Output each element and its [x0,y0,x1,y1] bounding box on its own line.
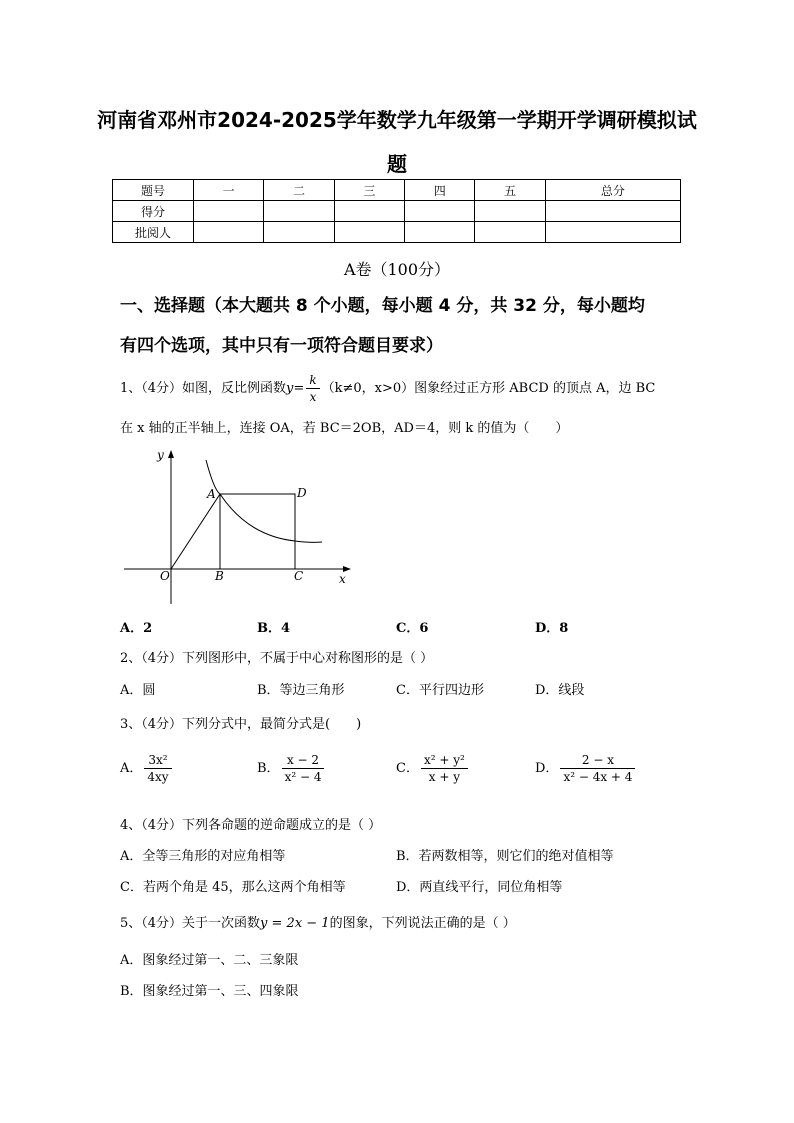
q5-option-a[interactable]: A．图象经过第一、二、三象限 [120,953,299,968]
q3-option-b-label: B． [257,761,280,776]
q1-frac-num: k [306,372,319,389]
q5-stem-after: 的图象，下列说法正确的是（ ） [329,916,516,931]
q1-option-a[interactable]: A．2 [120,621,153,636]
q3-option-d-fraction [560,752,635,785]
q1-figure [118,440,358,610]
q3-option-a-label: A． [120,761,143,776]
q5-stem-before: 5、（4分）关于一次函数 [120,916,261,931]
q3-option-a-fraction [144,752,171,785]
q3-option-b-num: x − 2 [282,752,325,769]
q3-option-b[interactable] [257,752,326,785]
reviewer-cell[interactable] [405,222,475,243]
q2-stem: 2、（4分）下列图形中，不属于中心对称图形的是（ ） [120,651,434,666]
score-table [112,179,681,243]
q2-option-c[interactable]: C．平行四边形 [396,683,484,698]
hyperbola-curve [206,460,322,542]
q4-stem: 4、（4分）下列各命题的逆命题成立的是（ ） [120,818,382,833]
part1-heading-line2: 有四个选项，其中只有一项符合题目要求） [120,336,443,356]
reviewer-row-label: 批阅人 [113,222,194,243]
q3-stem: 3、（4分）下列分式中，最简分式是( ) [120,717,362,732]
q3-option-c-num: x² + y² [421,752,468,769]
score-cell[interactable] [405,201,475,222]
q3-option-d[interactable] [535,752,637,785]
reviewer-cell[interactable] [264,222,334,243]
reviewer-row [113,222,681,243]
q1-frac-den: x [309,390,317,404]
reviewer-cell[interactable] [475,222,545,243]
square-abcd [220,494,295,569]
score-cell[interactable] [334,201,404,222]
part1-heading-line1: 一、选择题（本大题共 8 个小题，每小题 4 分，共 32 分，每小题均 [120,296,645,316]
segment-oa [171,494,220,569]
q1-prefix: 1、（4分）如图，反比例函数 [120,381,287,396]
q1-option-b[interactable]: B．4 [257,621,291,636]
score-header-cell: 四 [405,180,475,201]
score-table-header-row [113,180,681,201]
label-x: x [339,572,346,586]
q1-option-c[interactable]: C．6 [396,621,429,636]
label-d: D [297,486,307,500]
reviewer-cell[interactable] [334,222,404,243]
q3-option-d-den: x² − 4x + 4 [563,770,633,784]
q3-option-a[interactable] [120,752,174,785]
score-header-cell: 总分 [545,180,680,201]
score-header-cell: 二 [264,180,334,201]
q1-eq: = [293,381,305,396]
q2-option-a[interactable]: A．圆 [120,683,156,698]
q4-option-d[interactable]: D．两直线平行，同位角相等 [396,880,563,895]
q3-option-c-den: x + y [428,770,460,784]
q1-func-y: y [286,381,294,396]
q5-option-b[interactable]: B．图象经过第一、三、四象限 [120,984,299,999]
score-header-cell: 五 [475,180,545,201]
score-row-label: 得分 [113,201,194,222]
q3-option-a-num: 3x² [144,752,171,769]
q3-option-b-den: x² − 4 [284,770,322,784]
exam-title-line2: 题 [387,152,407,176]
section-a-title: A卷（100分） [343,260,451,279]
label-a: A [207,487,216,501]
q3-option-a-den: 4xy [147,770,169,784]
q1-condition: （k≠0，x>0）图象经过正方形 ABCD 的顶点 A，边 BC [321,381,656,396]
reviewer-cell[interactable] [545,222,680,243]
q2-option-b[interactable]: B．等边三角形 [257,683,345,698]
q4-option-c[interactable]: C．若两个角是 45，那么这两个角相等 [120,880,346,895]
label-b: B [215,569,224,583]
score-cell[interactable] [475,201,545,222]
y-axis-arrow [168,450,174,458]
score-header-cell: 题号 [113,180,194,201]
score-header-cell: 三 [334,180,404,201]
score-cell[interactable] [194,201,264,222]
q1-stem-line2: 在 x 轴的正半轴上，连接 OA，若 BC＝2OB，AD＝4，则 k 的值为（ ） [120,421,569,436]
q3-option-c-fraction [421,752,468,785]
label-c: C [294,569,304,583]
q5-function: y = 2x − 1 [260,916,330,931]
q3-option-c-label: C． [396,761,419,776]
q3-option-c[interactable] [396,752,470,785]
q3-option-d-label: D． [535,761,559,776]
reviewer-cell[interactable] [194,222,264,243]
q4-option-a[interactable]: A．全等三角形的对应角相等 [120,849,286,864]
score-row [113,201,681,222]
q1-option-d[interactable]: D．8 [535,621,569,636]
score-cell[interactable] [264,201,334,222]
q2-option-d[interactable]: D．线段 [535,683,585,698]
q1-stem-line1 [120,372,655,405]
score-header-cell: 一 [194,180,264,201]
q3-option-b-fraction [282,752,325,785]
exam-title-line1: 河南省邓州市2024-2025学年数学九年级第一学期开学调研模拟试 [97,108,697,132]
score-cell[interactable] [545,201,680,222]
q4-option-b[interactable]: B．若两数相等，则它们的绝对值相等 [396,849,614,864]
q1-fraction [306,372,319,405]
q5-stem [120,912,516,931]
label-y: y [157,448,164,462]
label-o: O [160,569,170,583]
q3-option-d-num: 2 − x [560,752,635,769]
